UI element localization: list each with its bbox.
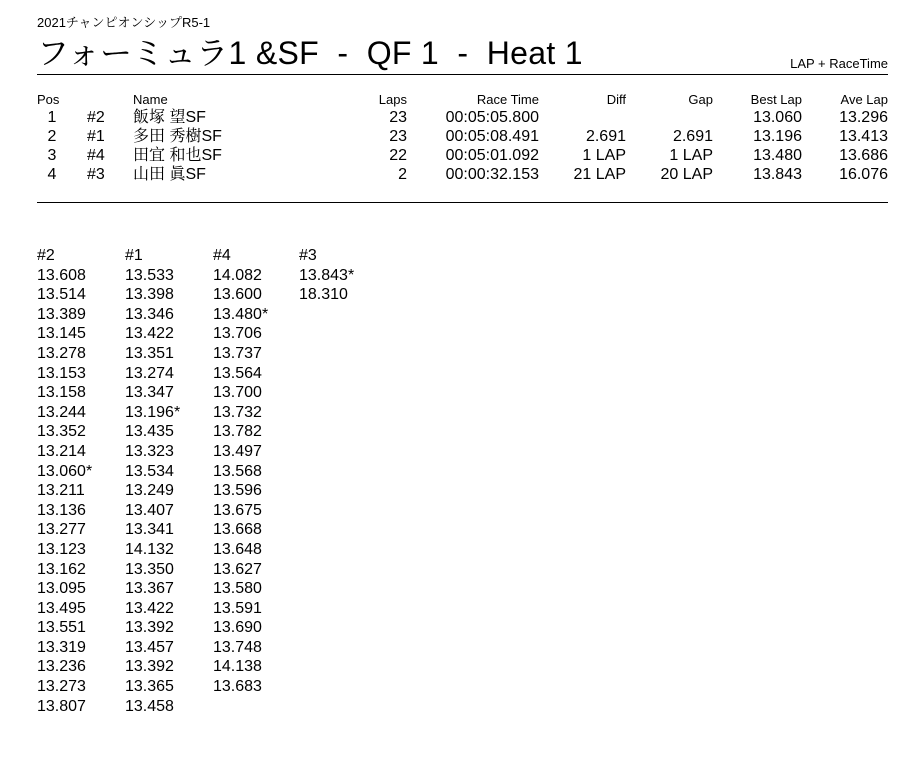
lap-time: 13.568: [213, 462, 262, 480]
lap-time: 13.136: [37, 501, 86, 519]
lap-time: 13.732: [213, 403, 262, 421]
lap-time: 13.249: [125, 482, 174, 500]
lap-time: 13.514: [37, 286, 86, 304]
cell-diff: 1 LAP: [582, 147, 626, 164]
lap-time: 14.132: [125, 540, 174, 558]
cell-ave-lap: 13.413: [839, 128, 888, 145]
table-row: [37, 165, 888, 184]
lap-time: 13.407: [125, 501, 174, 519]
results-divider: [37, 202, 888, 203]
lap-time: 13.095: [37, 580, 86, 598]
lap-time: 13.807: [37, 697, 86, 715]
cell-pos: 3: [47, 147, 57, 164]
lap-time: 13.162: [37, 560, 86, 578]
cell-race-time: 00:05:08.491: [445, 128, 539, 145]
lap-column-header: #1: [125, 247, 143, 264]
cell-gap: 20 LAP: [660, 166, 713, 183]
lap-time: 13.211: [37, 482, 85, 500]
lap-time: 13.591: [213, 599, 262, 617]
lap-column: [37, 246, 127, 716]
col-header-pos: Pos: [37, 92, 60, 107]
cell-race-time: 00:05:01.092: [445, 147, 539, 164]
col-header-race-time: Race Time: [476, 92, 539, 107]
lap-time: 13.564: [213, 364, 262, 382]
lap-time: 13.323: [125, 442, 174, 460]
lap-column: [125, 246, 215, 716]
report-mode-label: LAP + RaceTime: [790, 56, 888, 71]
cell-best-lap: 13.060: [753, 109, 802, 126]
cell-best-lap: 13.480: [753, 147, 802, 164]
lap-time: 13.123: [37, 540, 86, 558]
lap-column: [299, 246, 389, 305]
lap-time: 13.551: [37, 619, 86, 637]
lap-time: 13.422: [125, 325, 174, 343]
col-header-diff: Diff: [606, 92, 626, 107]
lap-time: 13.236: [37, 658, 86, 676]
cell-driver-name: 山田 眞SF: [133, 166, 206, 183]
results-table: [37, 92, 888, 184]
lap-time: 13.273: [37, 678, 86, 696]
lap-time: 13.350: [125, 560, 174, 578]
lap-time: 13.648: [213, 540, 262, 558]
lap-time: 13.341: [125, 521, 174, 539]
lap-time: 13.214: [37, 442, 86, 460]
lap-time: 14.138: [213, 658, 262, 676]
lap-column-header: #2: [37, 247, 55, 264]
lap-time: 13.352: [37, 423, 86, 441]
lap-time: 13.495: [37, 599, 86, 617]
cell-race-time: 00:05:05.800: [445, 109, 539, 126]
lap-time: 13.497: [213, 442, 262, 460]
cell-ave-lap: 13.686: [839, 147, 888, 164]
page-title: フォーミュラ1 &SF - QF 1 - Heat 1: [37, 35, 583, 71]
lap-time: 13.346: [125, 305, 174, 323]
lap-time: 13.600: [213, 286, 262, 304]
cell-diff: 2.691: [585, 128, 626, 145]
lap-time: 13.534: [125, 462, 174, 480]
lap-time: 13.458: [125, 697, 174, 715]
lap-time: 13.274: [125, 364, 174, 382]
cell-gap: 2.691: [672, 128, 713, 145]
cell-pos: 4: [47, 166, 57, 183]
col-header-best-lap: Best Lap: [750, 92, 802, 107]
col-header-gap: Gap: [688, 92, 713, 107]
cell-laps: 23: [389, 109, 407, 126]
cell-driver-name: 田宜 和也SF: [133, 147, 222, 164]
lap-time: 13.683: [213, 678, 262, 696]
lap-time: 13.278: [37, 344, 86, 362]
lap-time: 13.367: [125, 580, 174, 598]
lap-time: 13.700: [213, 384, 262, 402]
lap-time: 13.690: [213, 619, 262, 637]
lap-time: 13.319: [37, 638, 86, 656]
lap-time: 13.244: [37, 403, 86, 421]
cell-car-number: #1: [87, 128, 105, 145]
cell-pos: 2: [47, 128, 57, 145]
lap-time: 13.347: [125, 384, 174, 402]
lap-time: 13.398: [125, 286, 174, 304]
lap-time: 13.782: [213, 423, 262, 441]
event-subtitle: 2021チャンピオンシップR5-1: [37, 15, 211, 30]
lap-time: 13.737: [213, 344, 262, 362]
lap-time: 14.082: [213, 266, 262, 284]
lap-time: 13.153: [37, 364, 86, 382]
col-header-laps: Laps: [378, 92, 407, 107]
lap-time: 13.435: [125, 423, 174, 441]
cell-driver-name: 多田 秀樹SF: [133, 128, 222, 145]
col-header-ave-lap: Ave Lap: [840, 92, 888, 107]
cell-ave-lap: 13.296: [839, 109, 888, 126]
cell-best-lap: 13.196: [753, 128, 802, 145]
table-row: [37, 108, 888, 127]
table-row: [37, 146, 888, 165]
lap-time: 13.668: [213, 521, 262, 539]
lap-time: 13.392: [125, 619, 174, 637]
col-header-name: Name: [133, 92, 168, 107]
lap-time: 13.365: [125, 678, 174, 696]
lap-column-header: #3: [299, 247, 317, 264]
lap-time: 13.675: [213, 501, 262, 519]
lap-time: 13.457: [125, 638, 174, 656]
lap-time: 13.706: [213, 325, 262, 343]
lap-time: 13.533: [125, 266, 174, 284]
lap-time: 13.145: [37, 325, 86, 343]
cell-car-number: #2: [87, 109, 105, 126]
lap-time: 13.580: [213, 580, 262, 598]
header-divider: [37, 74, 888, 75]
lap-time: 13.627: [213, 560, 262, 578]
cell-car-number: #4: [87, 147, 105, 164]
cell-laps: 22: [389, 147, 407, 164]
cell-driver-name: 飯塚 望SF: [133, 109, 206, 126]
lap-time: 13.277: [37, 521, 86, 539]
lap-time: 13.480*: [213, 305, 269, 323]
cell-laps: 23: [389, 128, 407, 145]
cell-race-time: 00:00:32.153: [445, 166, 539, 183]
cell-best-lap: 13.843: [753, 166, 802, 183]
cell-ave-lap: 16.076: [839, 166, 888, 183]
cell-pos: 1: [47, 109, 57, 126]
cell-diff: 21 LAP: [573, 166, 626, 183]
cell-gap: 1 LAP: [669, 147, 713, 164]
lap-time: 13.596: [213, 482, 262, 500]
lap-column-header: #4: [213, 247, 231, 264]
lap-time: 13.158: [37, 384, 86, 402]
table-row: [37, 127, 888, 146]
lap-time: 13.196*: [125, 403, 181, 421]
lap-time: 13.843*: [299, 266, 355, 284]
cell-laps: 2: [398, 166, 407, 183]
lap-time: 13.748: [213, 638, 262, 656]
lap-time: 18.310: [299, 286, 348, 304]
cell-car-number: #3: [87, 166, 105, 183]
lap-time: 13.060*: [37, 462, 93, 480]
lap-time: 13.351: [125, 344, 174, 362]
lap-time: 13.608: [37, 266, 86, 284]
lap-time: 13.392: [125, 658, 174, 676]
lap-column: [213, 246, 303, 697]
results-header-row: [37, 92, 888, 108]
lap-time: 13.422: [125, 599, 174, 617]
lap-time: 13.389: [37, 305, 86, 323]
